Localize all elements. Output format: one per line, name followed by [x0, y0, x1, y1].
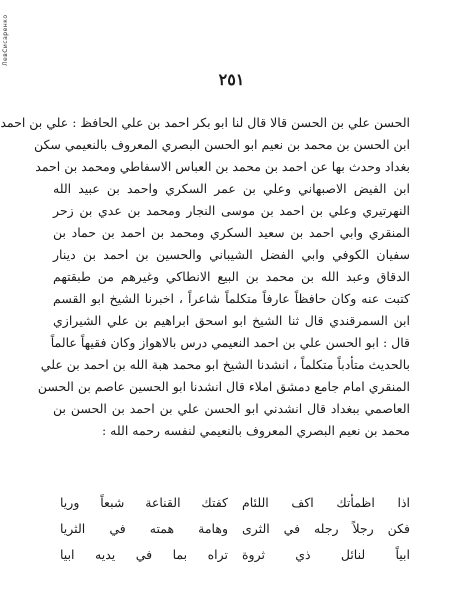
- hemistich-second: تراه بما في يديه ابيا: [60, 547, 228, 562]
- verse: [60, 516, 410, 542]
- side-label: ЛевСисаренко: [2, 14, 9, 66]
- verse: [60, 542, 410, 568]
- text-line: ابن السمرقندي قال ثنا الشيخ ابو اسحق ابراهيم بن علي الشيرازي: [53, 313, 410, 328]
- poem: [60, 490, 410, 568]
- text-line: محمد بن نعيم البصري المعروف بالنعيمي لنفسه رحمه الله :: [101, 423, 410, 438]
- text-line: بغداد وحدث بها عن احمد بن محمد بن العباس الاسفاطي ومحمد بن احمد: [35, 159, 410, 174]
- hemistich-first: اذا اظمأتك اكف اللئام: [242, 495, 410, 510]
- text-line: قال : ابو الحسن علي بن احمد النعيمي درس بالاهواز وكان فقيهاً عالماً: [50, 335, 410, 350]
- page-number: ٢٥١: [218, 70, 245, 89]
- hemistich-second: وهامة همته في الثريا: [60, 521, 228, 536]
- text-line: بالحديث متأدباً متكلماً ، انشدنا الشيخ ابو محمد هبة الله بن احمد بن علي: [40, 357, 410, 372]
- body-text: [0, 112, 410, 442]
- hemistich-second: كفتك القناعة شبعاً وريا: [60, 495, 228, 510]
- text-line: ابن الفيض الاصبهاني وعلي بن عمر السكري واحمد بن عبيد الله: [53, 181, 410, 196]
- text-line: المنقري وابي احمد بن سعيد السكري ومحمد بن احمد بن حماد بن: [53, 225, 410, 240]
- verse: [60, 490, 410, 516]
- text-line: سفيان الكوفي وابي الفضل الشيباني والحسين بن احمد بن دينار: [53, 247, 410, 262]
- hemistich-first: ابياً لنائل ذي ثروة: [242, 547, 410, 562]
- text-line: النهرتيري وعلي بن احمد بن موسى النجار ومحمد بن عدي بن زحر: [53, 203, 410, 218]
- text-line: المنقري امام جامع دمشق املاء قال انشدنا ابو الحسين عاصم بن الحسن: [37, 379, 410, 394]
- text-line: الحسن علي بن الحسن قالا قال لنا ابو بكر احمد بن علي الحافظ : علي بن احمد: [0, 115, 410, 130]
- text-line: كتبت عنه وكان حافظاً عارفاً متكلماً شاعراً ، اخبرنا الشيخ ابو القسم: [53, 291, 410, 306]
- hemistich-first: فكن رجلاً رجله في الثرى: [242, 521, 410, 536]
- text-line: ابن الحسن بن محمد بن نعيم ابو الحسن البصري المعروف بالنعيمي سكن: [34, 137, 410, 152]
- text-line: الدقاق وعبد الله بن محمد بن البيع الانطاكي وغيرهم من طبقتهم: [53, 269, 410, 284]
- text-line: العاصمي ببغداد قال انشدني ابو الحسن علي بن احمد بن الحسن بن: [53, 401, 410, 416]
